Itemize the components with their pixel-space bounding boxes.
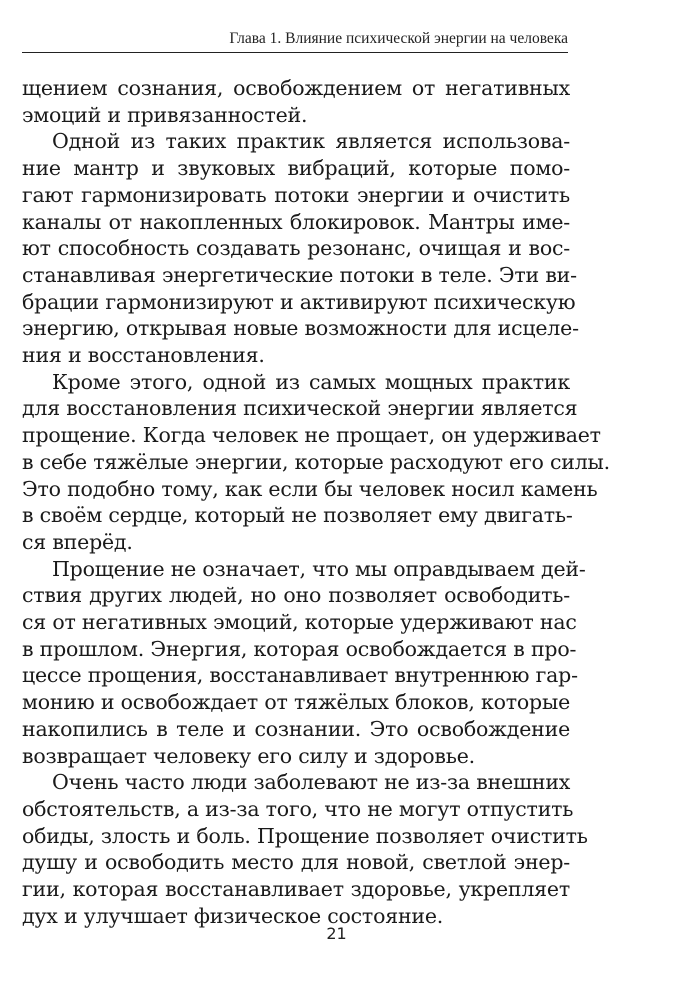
- text-line: гии, которая восстанавливает здоровье, укрепляет: [22, 877, 570, 902]
- text-line: каналы от накопленных блокировок. Мантры име-: [22, 209, 570, 234]
- paragraph: [22, 769, 588, 929]
- text-line: энергию, открывая новые возможности для исцеле-: [22, 316, 579, 341]
- text-line: эмоций и привязанностей.: [22, 102, 308, 127]
- text-line: ся вперёд.: [22, 529, 133, 554]
- text-line: в прошлом. Энергия, которая освобождается в про-: [22, 636, 577, 661]
- text-line: обстоятельств, а из-за того, что не могут отпустить: [22, 796, 574, 821]
- text-line: ся от негативных эмоций, которые удерживают нас: [22, 610, 577, 635]
- text-line: душу и освободить место для новой, светлой энер-: [22, 850, 570, 875]
- paragraph: [22, 75, 570, 128]
- text-line: цессе прощения, восстанавливает внутреннюю гар-: [22, 663, 578, 688]
- text-line: ют способность создавать резонанс, очищая и вос-: [22, 236, 570, 261]
- text-line: Одной из таких практик является использова-: [52, 129, 570, 154]
- page-number: 21: [326, 924, 347, 943]
- text-line: брации гармонизируют и активируют психическую: [22, 289, 576, 314]
- text-line: станавливая энергетические потоки в теле. Эти ви-: [22, 262, 577, 287]
- paragraph: [22, 128, 579, 368]
- text-line: обиды, злость и боль. Прощение позволяет очистить: [22, 823, 588, 848]
- text-line: Кроме этого, одной из самых мощных практик: [52, 369, 570, 394]
- text-line: ния и восстановления.: [22, 343, 265, 368]
- text-line: для восстановления психической энергии является: [22, 396, 578, 421]
- text-line: в своём сердце, который не позволяет ему двигать-: [22, 503, 573, 528]
- text-line: ние мантр и звуковых вибраций, которые помо-: [22, 156, 570, 181]
- text-line: накопились в теле и сознании. Это освобождение: [22, 716, 570, 741]
- text-line: возвращает человеку его силу и здоровье.: [22, 743, 475, 768]
- running-header: Глава 1. Влияние психической энергии на человека: [22, 30, 568, 53]
- text-line: Очень часто люди заболевают не из-за внешних: [52, 770, 571, 795]
- text-line: Прощение не означает, что мы оправдываем дей-: [52, 556, 586, 581]
- text-line: в себе тяжёлые энергии, которые расходуют его силы.: [22, 449, 610, 474]
- text-line: Это подобно тому, как если бы человек носил камень: [22, 476, 598, 501]
- paragraph: [22, 369, 610, 556]
- text-line: ствия других людей, но оно позволяет освободить-: [22, 583, 570, 608]
- text-line: дух и улучшает физическое состояние.: [22, 903, 444, 928]
- text-line: гают гармонизировать потоки энергии и очистить: [22, 182, 570, 207]
- text-line: щением сознания, освобождением от негативных: [22, 76, 570, 100]
- text-line: прощение. Когда человек не прощает, он удерживает: [22, 423, 601, 448]
- body-text: [22, 75, 610, 930]
- paragraph: [22, 556, 586, 770]
- text-line: монию и освобождает от тяжёлых блоков, которые: [22, 690, 570, 715]
